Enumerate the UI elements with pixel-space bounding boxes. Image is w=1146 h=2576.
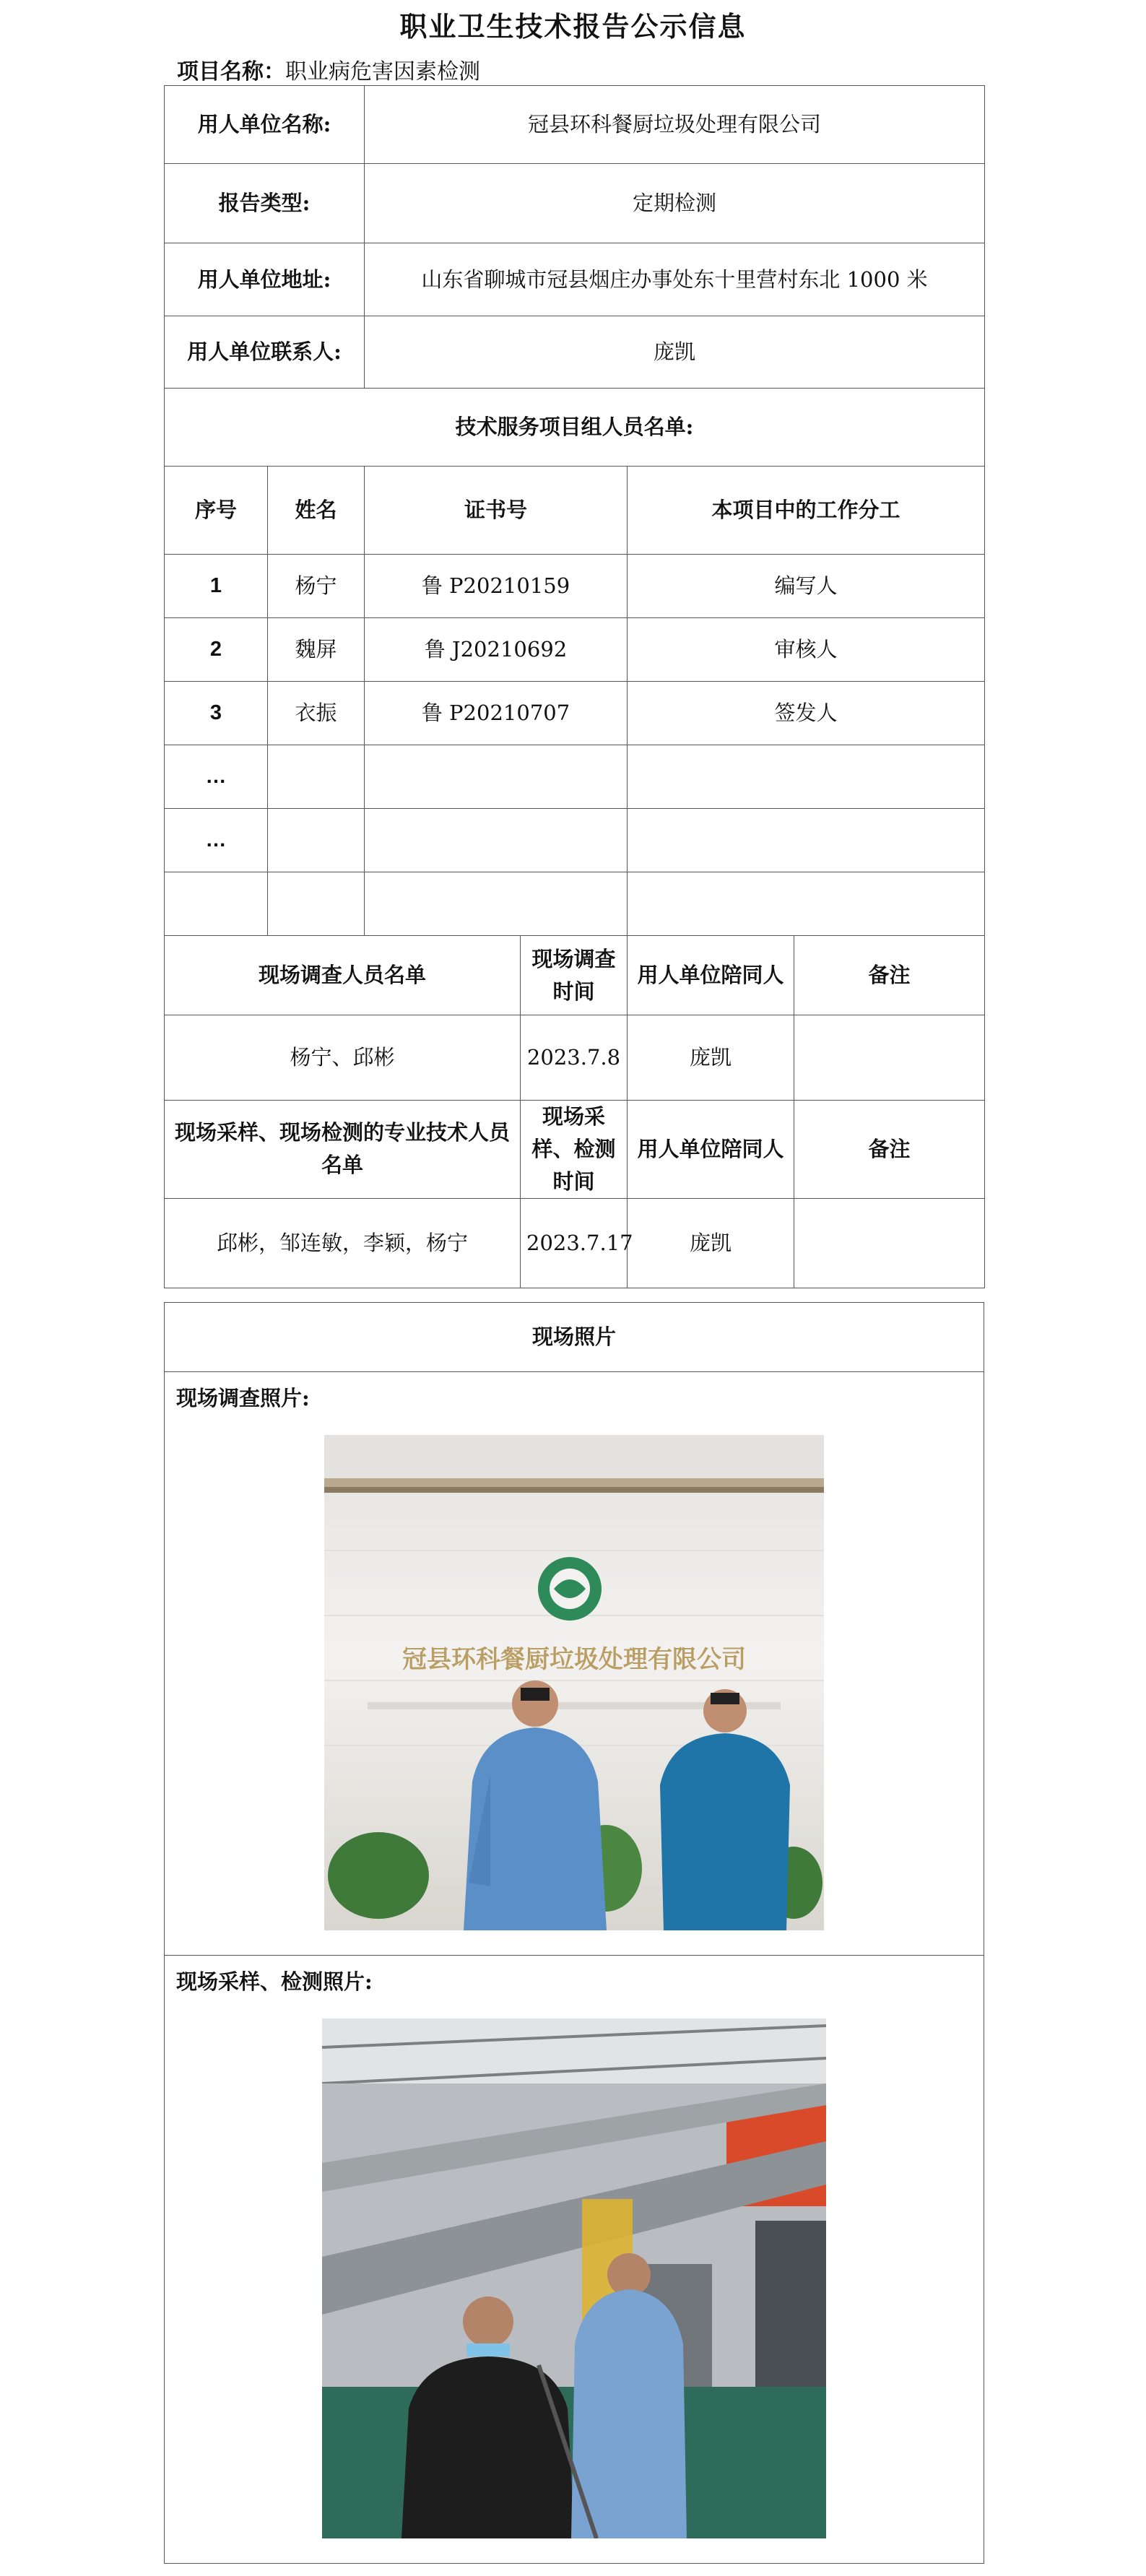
team-cell: 鲁 P20210159 xyxy=(365,555,628,618)
team-cell xyxy=(165,872,268,936)
team-cell: 1 xyxy=(165,555,268,618)
unit-name-value: 冠县环科餐厨垃圾处理有限公司 xyxy=(365,86,985,164)
table-row xyxy=(165,1198,985,1288)
photos-table xyxy=(164,1302,984,2564)
table-row xyxy=(165,872,985,936)
team-cell xyxy=(628,809,985,872)
sampling-col-staff: 现场采样、现场检测的专业技术人员名单 xyxy=(165,1101,521,1199)
sampling-col-remark: 备注 xyxy=(794,1101,985,1199)
team-cell: … xyxy=(165,745,268,809)
table-row xyxy=(165,555,985,618)
team-cell: 2 xyxy=(165,618,268,682)
sampling-photo-label: 现场采样、检测照片: xyxy=(176,1969,373,1994)
table-row xyxy=(165,745,985,809)
report-type-label: 报告类型: xyxy=(165,164,365,243)
team-cell xyxy=(268,809,365,872)
photos-heading: 现场照片 xyxy=(165,1303,984,1372)
team-cell: 签发人 xyxy=(628,682,985,745)
project-value: 职业病危害因素检测 xyxy=(285,59,480,84)
table-row xyxy=(165,682,985,745)
sampling-col-time: 现场采样、检测时间 xyxy=(521,1101,628,1199)
table-row xyxy=(165,1015,985,1101)
unit-name-label: 用人单位名称: xyxy=(165,86,365,164)
survey-col-staff: 现场调查人员名单 xyxy=(165,936,521,1015)
report-type-value: 定期检测 xyxy=(365,164,985,243)
sampling-cell: 邱彬，邹连敏，李颖，杨宁 xyxy=(165,1198,521,1288)
team-cell: 鲁 J20210692 xyxy=(365,618,628,682)
document-title: 职业卫生技术报告公示信息 xyxy=(399,10,747,43)
contact-label: 用人单位联系人: xyxy=(165,316,365,389)
address-label: 用人单位地址: xyxy=(165,243,365,316)
survey-col-escort: 用人单位陪同人 xyxy=(628,936,794,1015)
survey-photo-cell xyxy=(165,1372,984,1956)
survey-cell: 庞凯 xyxy=(628,1015,794,1101)
team-cell: 编写人 xyxy=(628,555,985,618)
survey-col-time: 现场调查时间 xyxy=(521,936,628,1015)
team-col-seq: 序号 xyxy=(165,467,268,555)
info-table xyxy=(164,85,985,1288)
company-sign: 冠县环科餐厨垃圾处理有限公司 xyxy=(402,1644,746,1674)
team-col-role: 本项目中的工作分工 xyxy=(628,467,985,555)
survey-cell xyxy=(794,1015,985,1101)
team-cell xyxy=(365,872,628,936)
survey-photo-label: 现场调查照片: xyxy=(176,1386,310,1410)
survey-cell: 2023.7.8 xyxy=(521,1015,628,1101)
team-cell: 魏屏 xyxy=(268,618,365,682)
sampling-cell xyxy=(794,1198,985,1288)
team-cell: 3 xyxy=(165,682,268,745)
team-cell: … xyxy=(165,809,268,872)
project-name-line xyxy=(177,53,480,85)
contact-value: 庞凯 xyxy=(365,316,985,389)
table-row xyxy=(165,809,985,872)
team-cell xyxy=(365,745,628,809)
table-row xyxy=(165,618,985,682)
survey-cell: 杨宁、邱彬 xyxy=(165,1015,521,1101)
team-cell: 审核人 xyxy=(628,618,985,682)
team-cell xyxy=(365,809,628,872)
sampling-cell: 庞凯 xyxy=(628,1198,794,1288)
sampling-photo xyxy=(322,2018,826,2538)
team-col-cert: 证书号 xyxy=(365,467,628,555)
sampling-cell: 2023.7.17 xyxy=(521,1198,628,1288)
team-cell xyxy=(628,872,985,936)
sampling-photo-image xyxy=(322,2018,826,2538)
team-cell: 衣振 xyxy=(268,682,365,745)
team-col-name: 姓名 xyxy=(268,467,365,555)
team-heading: 技术服务项目组人员名单: xyxy=(165,389,985,467)
team-cell xyxy=(628,745,985,809)
survey-photo-image xyxy=(324,1435,824,1930)
team-cell xyxy=(268,872,365,936)
address-value: 山东省聊城市冠县烟庄办事处东十里营村东北 1000 米 xyxy=(365,243,985,316)
team-cell: 杨宁 xyxy=(268,555,365,618)
team-cell: 鲁 P20210707 xyxy=(365,682,628,745)
project-label: 项目名称： xyxy=(177,59,285,84)
team-cell xyxy=(268,745,365,809)
sampling-col-escort: 用人单位陪同人 xyxy=(628,1101,794,1199)
survey-photo xyxy=(324,1435,824,1930)
sampling-photo-cell xyxy=(165,1955,984,2563)
survey-col-remark: 备注 xyxy=(794,936,985,1015)
